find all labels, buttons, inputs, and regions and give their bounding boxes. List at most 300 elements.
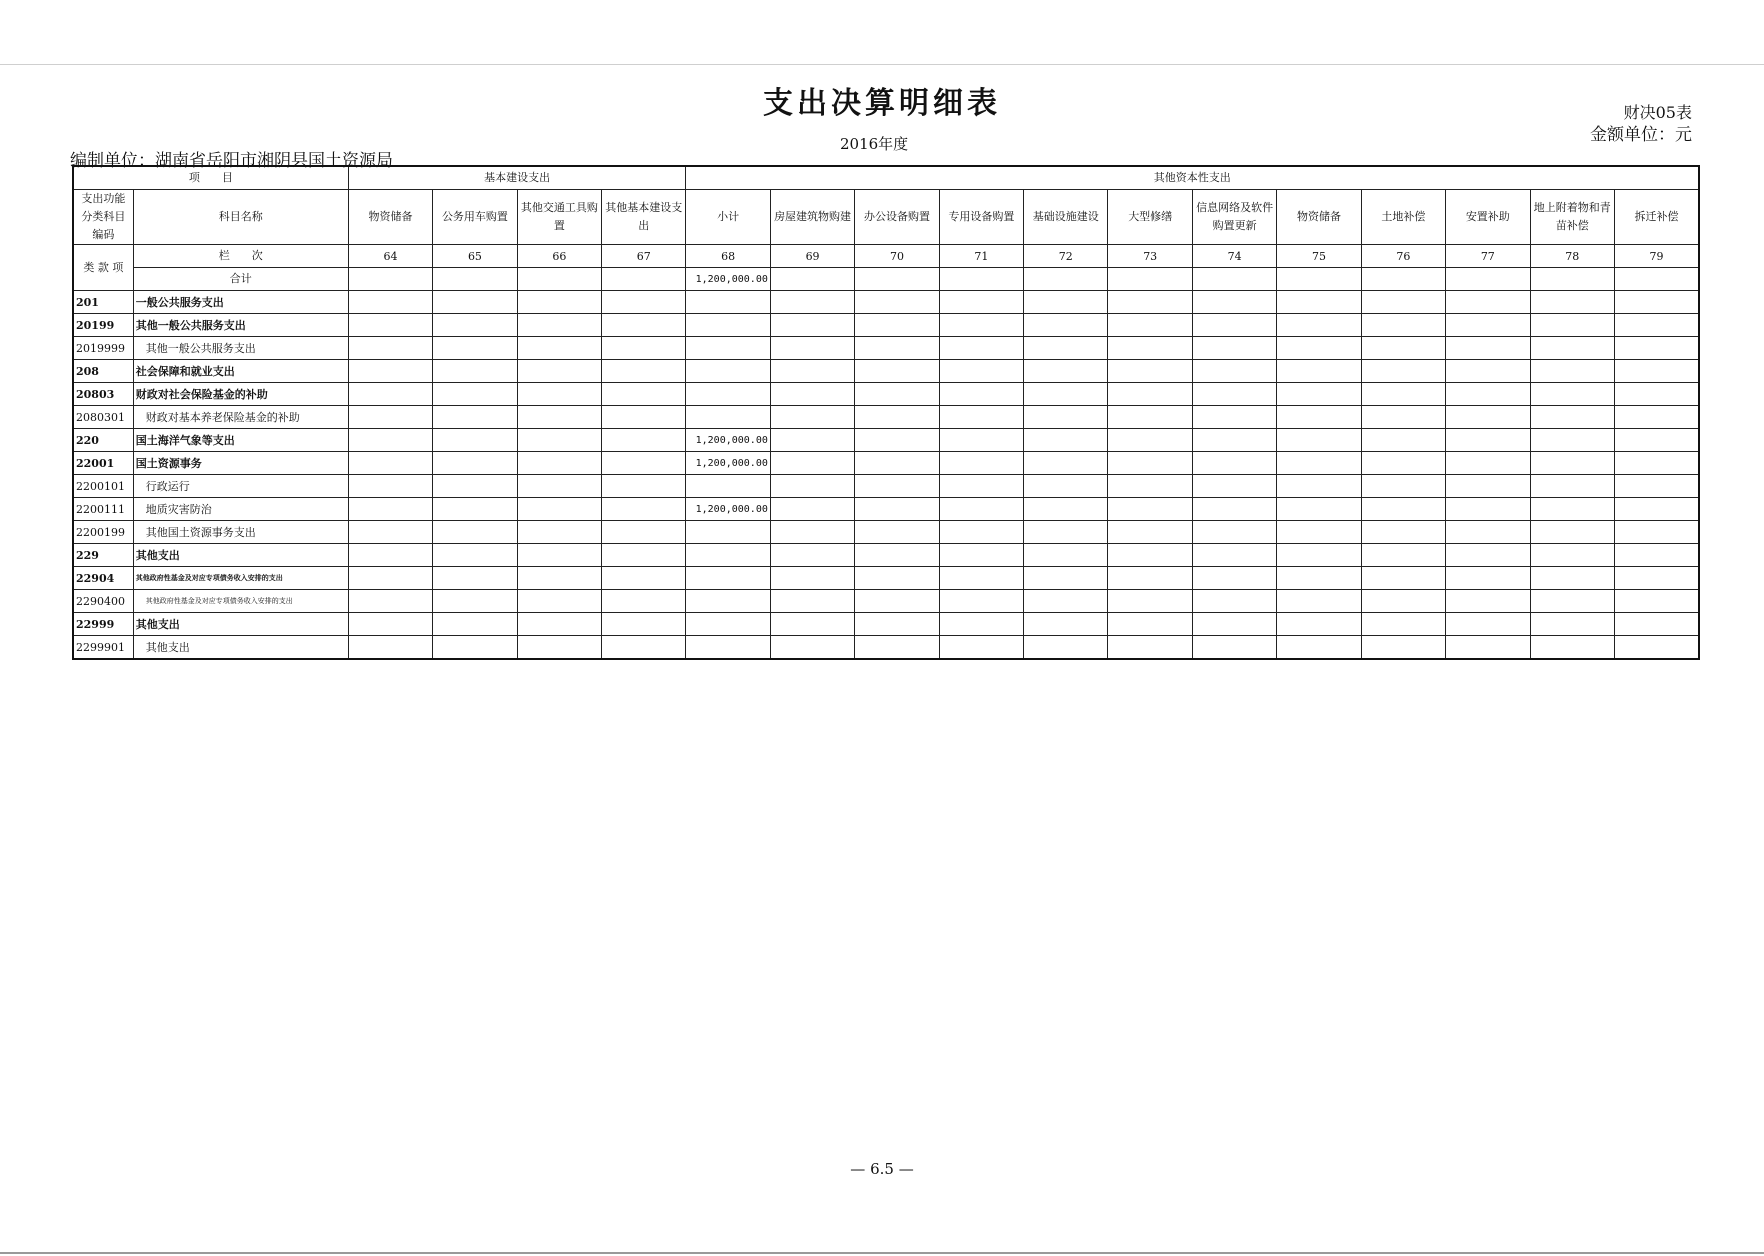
amount-cell (602, 360, 686, 383)
amount-cell (1530, 314, 1614, 337)
subject-code: 2019999 (73, 337, 133, 360)
subject-code: 2200101 (73, 475, 133, 498)
amount-cell (1614, 429, 1699, 452)
amount-cell (1361, 291, 1445, 314)
amount-cell (1530, 521, 1614, 544)
amount-cell (348, 406, 432, 429)
amount-cell (1361, 613, 1445, 636)
subject-code: 2200111 (73, 498, 133, 521)
amount-cell (517, 590, 601, 613)
amount-cell (686, 567, 770, 590)
amount-cell (1024, 475, 1108, 498)
amount-cell (686, 636, 770, 660)
total-cell (602, 268, 686, 291)
column-header: 土地补偿 (1361, 190, 1445, 245)
amount-cell (602, 314, 686, 337)
form-number: 财决05表 (1623, 103, 1692, 122)
table-row (73, 613, 1699, 636)
amount-cell (770, 544, 854, 567)
amount-cell (686, 406, 770, 429)
amount-cell (433, 567, 517, 590)
table-row (73, 636, 1699, 660)
scan-edge-bottom (0, 1252, 1764, 1254)
amount-cell (1446, 521, 1530, 544)
amount-cell (433, 429, 517, 452)
column-number: 76 (1361, 245, 1445, 268)
subject-name: 其他支出 (133, 613, 348, 636)
amount-cell (517, 314, 601, 337)
amount-cell (939, 567, 1023, 590)
amount-cell (855, 590, 939, 613)
amount-cell (770, 360, 854, 383)
header-func-code: 支出功能分类科目编码 (73, 190, 133, 245)
table-row (73, 452, 1699, 475)
amount-cell (1614, 314, 1699, 337)
subject-name: 其他支出 (133, 544, 348, 567)
total-cell (1108, 268, 1192, 291)
amount-cell (602, 521, 686, 544)
amount-cell (770, 475, 854, 498)
amount-cell (1108, 567, 1192, 590)
amount-cell (1024, 406, 1108, 429)
subject-name: 国土海洋气象等支出 (133, 429, 348, 452)
total-cell (1192, 268, 1276, 291)
fiscal-year: 2016年度 (840, 135, 909, 153)
total-cell (855, 268, 939, 291)
column-number: 71 (939, 245, 1023, 268)
amount-cell (433, 406, 517, 429)
amount-cell (1446, 360, 1530, 383)
table-row (73, 590, 1699, 613)
table-row (73, 314, 1699, 337)
amount-cell (348, 567, 432, 590)
header-other-capital: 其他资本性支出 (686, 166, 1699, 190)
amount-cell: 1,200,000.00 (686, 452, 770, 475)
amount-cell (686, 475, 770, 498)
amount-cell (1361, 360, 1445, 383)
amount-cell (602, 337, 686, 360)
amount-cell (1277, 337, 1361, 360)
amount-cell (1530, 406, 1614, 429)
column-header: 办公设备购置 (855, 190, 939, 245)
amount-cell (939, 590, 1023, 613)
amount-cell (686, 337, 770, 360)
amount-cell (1192, 337, 1276, 360)
column-number: 68 (686, 245, 770, 268)
amount-cell (1277, 360, 1361, 383)
column-number: 66 (517, 245, 601, 268)
amount-cell (348, 314, 432, 337)
amount-cell (433, 498, 517, 521)
amount-cell (348, 613, 432, 636)
amount-cell (433, 475, 517, 498)
column-number: 72 (1024, 245, 1108, 268)
subject-name: 行政运行 (133, 475, 348, 498)
amount-cell (1024, 383, 1108, 406)
table-row (73, 406, 1699, 429)
amount-cell (1024, 636, 1108, 660)
column-header: 信息网络及软件购置更新 (1192, 190, 1276, 245)
header-item: 项 目 (73, 166, 348, 190)
amount-cell (1277, 521, 1361, 544)
amount-cell (1277, 636, 1361, 660)
amount-cell (1277, 613, 1361, 636)
column-header: 安置补助 (1446, 190, 1530, 245)
subject-name: 财政对基本养老保险基金的补助 (133, 406, 348, 429)
expenditure-detail-table (72, 165, 1700, 660)
amount-cell (1108, 452, 1192, 475)
amount-cell (517, 544, 601, 567)
subject-code: 201 (73, 291, 133, 314)
table-row (73, 360, 1699, 383)
amount-cell (348, 521, 432, 544)
amount-cell (770, 337, 854, 360)
header-xiang: 项 (112, 260, 124, 274)
subject-code: 220 (73, 429, 133, 452)
subject-name: 其他一般公共服务支出 (133, 314, 348, 337)
amount-cell (1446, 337, 1530, 360)
amount-cell (1277, 291, 1361, 314)
amount-cell (517, 452, 601, 475)
table-row (73, 567, 1699, 590)
amount-cell (939, 291, 1023, 314)
total-cell (1024, 268, 1108, 291)
amount-cell (1614, 613, 1699, 636)
total-cell (1530, 268, 1614, 291)
amount-cell (517, 613, 601, 636)
amount-cell (1277, 406, 1361, 429)
amount-cell (855, 636, 939, 660)
amount-cell (855, 567, 939, 590)
amount-cell (1024, 613, 1108, 636)
amount-cell (1446, 291, 1530, 314)
amount-cell (855, 314, 939, 337)
amount-cell (348, 498, 432, 521)
amount-cell (348, 383, 432, 406)
amount-cell (1530, 383, 1614, 406)
amount-cell (433, 544, 517, 567)
subject-name: 财政对社会保险基金的补助 (133, 383, 348, 406)
amount-cell (1530, 291, 1614, 314)
amount-cell (855, 613, 939, 636)
amount-cell (1530, 360, 1614, 383)
amount-cell (1108, 613, 1192, 636)
column-header: 物资储备 (1277, 190, 1361, 245)
amount-cell (1361, 498, 1445, 521)
amount-unit: 金额单位：元 (1590, 125, 1692, 145)
subject-code: 229 (73, 544, 133, 567)
amount-cell (1361, 475, 1445, 498)
amount-cell (1108, 636, 1192, 660)
amount-cell (517, 337, 601, 360)
amount-cell (433, 452, 517, 475)
amount-cell (1446, 498, 1530, 521)
amount-cell (1446, 314, 1530, 337)
total-cell (433, 268, 517, 291)
amount-cell (348, 636, 432, 660)
amount-cell (1277, 590, 1361, 613)
amount-cell (1024, 498, 1108, 521)
amount-cell (855, 360, 939, 383)
amount-cell (517, 636, 601, 660)
amount-cell (1192, 498, 1276, 521)
amount-cell (1108, 498, 1192, 521)
amount-cell (939, 498, 1023, 521)
amount-cell (1361, 590, 1445, 613)
subject-name: 其他政府性基金及对应专项债务收入安排的支出 (133, 567, 348, 590)
amount-cell (770, 406, 854, 429)
header-kuan: 款 (97, 260, 109, 274)
amount-cell (1192, 383, 1276, 406)
column-number: 69 (770, 245, 854, 268)
header-col-row: 栏 次 (133, 245, 348, 268)
amount-cell (686, 521, 770, 544)
amount-cell (1361, 521, 1445, 544)
amount-cell (433, 291, 517, 314)
subject-code: 22001 (73, 452, 133, 475)
amount-cell (855, 452, 939, 475)
amount-cell (1024, 544, 1108, 567)
amount-cell (433, 360, 517, 383)
subject-code: 20803 (73, 383, 133, 406)
subject-name: 其他支出 (133, 636, 348, 660)
amount-cell (1446, 452, 1530, 475)
amount-cell (939, 429, 1023, 452)
amount-cell (1530, 337, 1614, 360)
column-header: 大型修缮 (1108, 190, 1192, 245)
subject-code: 20199 (73, 314, 133, 337)
amount-cell (1108, 475, 1192, 498)
amount-cell (1530, 544, 1614, 567)
column-number: 77 (1446, 245, 1530, 268)
amount-cell (1446, 544, 1530, 567)
amount-cell (433, 613, 517, 636)
total-row (73, 268, 1699, 291)
amount-cell (433, 337, 517, 360)
amount-cell (1614, 383, 1699, 406)
subject-name: 社会保障和就业支出 (133, 360, 348, 383)
column-header: 基础设施建设 (1024, 190, 1108, 245)
amount-cell (433, 636, 517, 660)
column-number: 67 (602, 245, 686, 268)
total-cell (939, 268, 1023, 291)
amount-cell (1446, 567, 1530, 590)
amount-cell (602, 613, 686, 636)
subject-name: 地质灾害防治 (133, 498, 348, 521)
amount-cell (1024, 521, 1108, 544)
amount-cell (517, 406, 601, 429)
amount-cell (602, 590, 686, 613)
total-cell (1446, 268, 1530, 291)
report-title: 支出决算明细表 (763, 86, 1001, 121)
amount-cell (686, 613, 770, 636)
amount-cell (1108, 337, 1192, 360)
total-cell (517, 268, 601, 291)
amount-cell (770, 383, 854, 406)
column-number: 75 (1277, 245, 1361, 268)
amount-cell (1024, 291, 1108, 314)
amount-cell (1277, 452, 1361, 475)
table-row (73, 521, 1699, 544)
amount-cell (1192, 475, 1276, 498)
amount-cell (770, 613, 854, 636)
scan-edge-top (0, 64, 1764, 65)
amount-cell (1361, 406, 1445, 429)
amount-cell (517, 475, 601, 498)
amount-cell (602, 452, 686, 475)
amount-cell (1277, 498, 1361, 521)
amount-cell (939, 383, 1023, 406)
amount-cell (855, 475, 939, 498)
subject-code: 2200199 (73, 521, 133, 544)
amount-cell (686, 360, 770, 383)
amount-cell (855, 337, 939, 360)
amount-cell (1361, 544, 1445, 567)
amount-cell (1530, 498, 1614, 521)
amount-cell (1024, 567, 1108, 590)
amount-cell (602, 291, 686, 314)
amount-cell (1530, 636, 1614, 660)
amount-cell (1614, 567, 1699, 590)
amount-cell (855, 291, 939, 314)
column-number: 70 (855, 245, 939, 268)
amount-cell (1277, 383, 1361, 406)
amount-cell (1614, 636, 1699, 660)
amount-cell (1024, 314, 1108, 337)
subject-name: 一般公共服务支出 (133, 291, 348, 314)
amount-cell (602, 567, 686, 590)
amount-cell (1614, 521, 1699, 544)
amount-cell (770, 521, 854, 544)
subject-code: 22904 (73, 567, 133, 590)
total-cell (1361, 268, 1445, 291)
amount-cell (939, 521, 1023, 544)
amount-cell (1024, 452, 1108, 475)
table-row (73, 337, 1699, 360)
amount-cell (1446, 429, 1530, 452)
amount-cell (1108, 544, 1192, 567)
amount-cell (1024, 590, 1108, 613)
amount-cell (1192, 567, 1276, 590)
column-number: 64 (348, 245, 432, 268)
column-header: 房屋建筑物购建 (770, 190, 854, 245)
table-row (73, 544, 1699, 567)
amount-cell (348, 291, 432, 314)
amount-cell (1614, 406, 1699, 429)
amount-cell (1614, 360, 1699, 383)
amount-cell (1614, 452, 1699, 475)
header-row-columns (73, 190, 1699, 245)
amount-cell (1108, 314, 1192, 337)
amount-cell (1024, 360, 1108, 383)
amount-cell (1361, 636, 1445, 660)
amount-cell (602, 544, 686, 567)
amount-cell (433, 521, 517, 544)
amount-cell (855, 406, 939, 429)
amount-cell (1108, 291, 1192, 314)
amount-cell (517, 498, 601, 521)
amount-cell (1108, 429, 1192, 452)
column-header: 物资储备 (348, 190, 432, 245)
amount-cell (1614, 590, 1699, 613)
amount-cell (1361, 337, 1445, 360)
amount-cell (1192, 291, 1276, 314)
amount-cell: 1,200,000.00 (686, 498, 770, 521)
amount-cell (770, 452, 854, 475)
amount-cell (1614, 291, 1699, 314)
amount-cell (1108, 406, 1192, 429)
column-number: 73 (1108, 245, 1192, 268)
amount-cell (939, 613, 1023, 636)
subject-code: 2299901 (73, 636, 133, 660)
amount-cell (1192, 544, 1276, 567)
amount-cell (433, 383, 517, 406)
amount-cell (1361, 429, 1445, 452)
column-number: 79 (1614, 245, 1699, 268)
amount-cell (770, 498, 854, 521)
amount-cell (1277, 314, 1361, 337)
amount-cell (433, 314, 517, 337)
amount-cell (1530, 429, 1614, 452)
amount-cell (855, 521, 939, 544)
amount-cell (1192, 429, 1276, 452)
page-number: — 6.5 — (850, 1160, 914, 1178)
amount-cell (1192, 406, 1276, 429)
amount-cell (939, 360, 1023, 383)
amount-cell (770, 314, 854, 337)
subject-code: 22999 (73, 613, 133, 636)
table-row (73, 291, 1699, 314)
amount-cell (1361, 383, 1445, 406)
amount-cell (1530, 590, 1614, 613)
amount-cell (348, 544, 432, 567)
amount-cell (770, 590, 854, 613)
amount-cell (348, 452, 432, 475)
amount-cell (1108, 521, 1192, 544)
amount-cell (1108, 360, 1192, 383)
column-number: 78 (1530, 245, 1614, 268)
amount-cell (602, 475, 686, 498)
amount-cell (1192, 452, 1276, 475)
column-header: 地上附着物和青苗补偿 (1530, 190, 1614, 245)
amount-cell (1361, 567, 1445, 590)
amount-cell (1530, 475, 1614, 498)
amount-cell (939, 544, 1023, 567)
amount-cell (770, 291, 854, 314)
subject-code: 2080301 (73, 406, 133, 429)
amount-cell (602, 429, 686, 452)
amount-cell (1614, 475, 1699, 498)
amount-cell (517, 360, 601, 383)
amount-cell (517, 567, 601, 590)
amount-cell (602, 498, 686, 521)
amount-cell (1192, 636, 1276, 660)
total-cell (770, 268, 854, 291)
amount-cell (686, 383, 770, 406)
amount-cell (1192, 613, 1276, 636)
amount-cell (1024, 429, 1108, 452)
amount-cell (939, 337, 1023, 360)
amount-cell (1446, 383, 1530, 406)
amount-cell (517, 429, 601, 452)
amount-cell: 1,200,000.00 (686, 429, 770, 452)
amount-cell (348, 337, 432, 360)
header-row-groups (73, 166, 1699, 190)
column-number: 65 (433, 245, 517, 268)
amount-cell (686, 291, 770, 314)
total-cell (1614, 268, 1699, 291)
amount-cell (939, 636, 1023, 660)
